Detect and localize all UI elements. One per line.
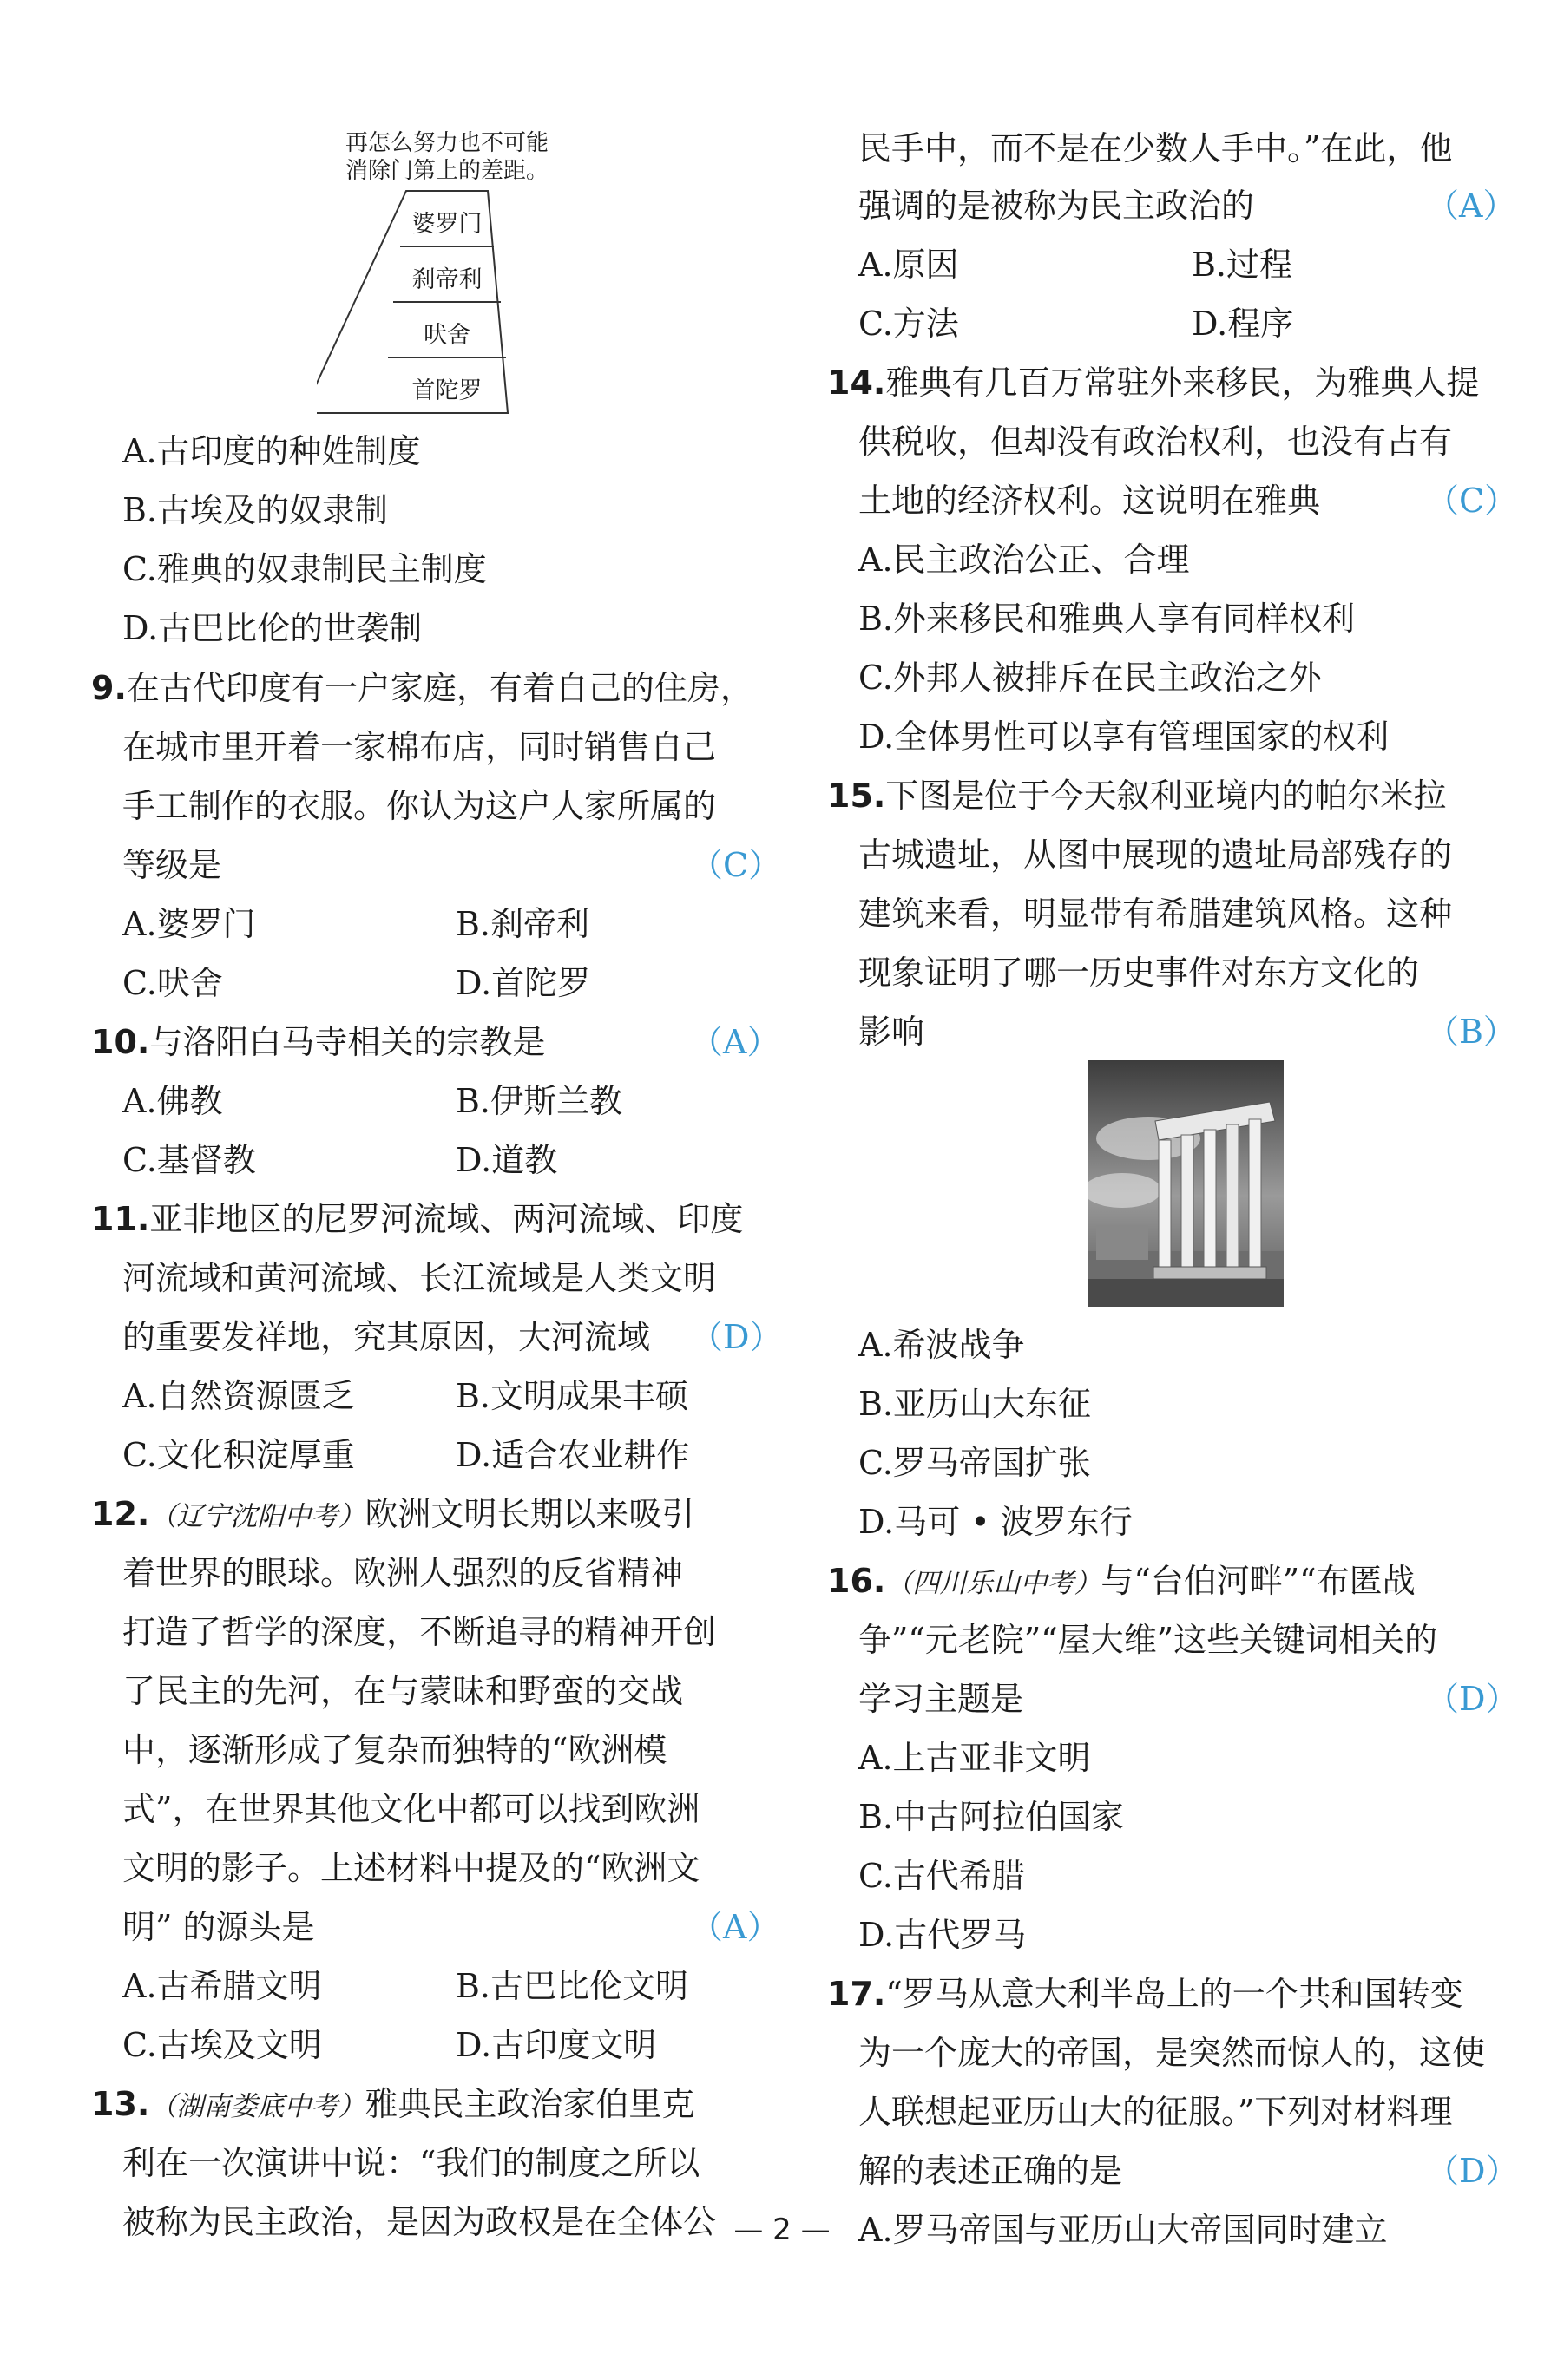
question-text: 影响 [858,1013,925,1051]
option: B.亚历山大东征 [858,1385,1092,1423]
option: C.吠舍 [122,964,223,1002]
option: A.佛教 [122,1082,223,1120]
question-text: 在古代印度有一户家庭，有着自己的住房， [126,669,753,707]
question-source: （湖南娄底中考） [149,2091,365,2122]
question-text: 人联想起亚历山大的征服。”下列对材料理 [858,2093,1453,2131]
question-text: 下图是位于今天叙利亚境内的帕尔米拉 [885,777,1447,815]
pyramid-level: 刹帝利 [411,266,483,293]
option: D.马可 • 波罗东行 [858,1503,1133,1541]
question-14 [827,361,1479,404]
answer-mark: （A） [1426,187,1516,225]
question-text: 打造了哲学的深度，不断追寻的精神开创 [122,1613,717,1651]
question-text: 在城市里开着一家棉布店，同时销售自己 [122,728,717,766]
answer-mark: （A） [690,1023,780,1061]
question-number: 15. [827,777,886,815]
option: C.方法 [858,305,959,343]
option: B.刹帝利 [456,905,590,943]
pyramid-level: 吠舍 [424,322,470,349]
question-11 [91,1197,743,1241]
question-text: 与“台伯河畔”“布匿战 [1101,1562,1416,1600]
option: A.自然资源匮乏 [122,1377,355,1415]
option: C.基督教 [122,1141,256,1179]
question-text: 式”，在世界其他文化中都可以找到欧洲 [122,1790,700,1828]
answer-mark: （D） [1426,2152,1519,2190]
question-text: 被称为民主政治，是因为政权是在全体公 [122,2203,717,2241]
question-source: （辽宁沈阳中考） [149,1501,365,1532]
answer-mark: （C） [690,846,782,884]
question-text: 了民主的先河，在与蒙昧和野蛮的交战 [122,1672,684,1710]
option: D.程序 [1192,305,1294,343]
option: C.雅典的奴隶制民主制度 [122,550,487,588]
question-number: 16. [827,1562,886,1600]
option: A.希波战争 [858,1326,1025,1364]
option: B.古埃及的奴隶制 [122,491,389,529]
question-10 [91,1020,545,1064]
pyramid-level: 婆罗门 [411,211,483,238]
question-text: 雅典民主政治家伯里克 [365,2085,695,2123]
option: C.文化积淀厚重 [122,1436,355,1474]
question-16 [827,1559,1416,1605]
question-text: 民手中，而不是在少数人手中。”在此，他 [858,129,1453,167]
option: C.罗马帝国扩张 [858,1444,1091,1482]
right-column [827,0,1519,2273]
question-number: 14. [827,364,886,402]
option: A.古希腊文明 [122,1967,322,2005]
option: A.原因 [858,246,959,284]
question-text: 文明的影子。上述材料中提及的“欧洲文 [122,1849,700,1887]
question-text: 等级是 [122,846,222,884]
option: B.伊斯兰教 [456,1082,623,1120]
option: B.过程 [1192,246,1293,284]
question-text: 争”“元老院”“屋大维”这些关键词相关的 [858,1621,1438,1659]
question-9 [91,666,753,710]
option: C.外邦人被排斥在民主政治之外 [858,659,1322,697]
option: A.古印度的种姓制度 [122,432,421,470]
question-number: 10. [91,1023,150,1061]
option: C.古埃及文明 [122,2026,322,2064]
question-number: 11. [91,1200,150,1238]
answer-mark: （B） [1426,1013,1516,1051]
question-text: 明” 的源头是 [122,1908,315,1946]
option: D.古印度文明 [456,2026,657,2064]
question-text: 利在一次演讲中说：“我们的制度之所以 [122,2144,700,2182]
option: A.婆罗门 [122,905,256,943]
question-number: 9. [91,669,127,707]
option: A.罗马帝国与亚历山大帝国同时建立 [858,2211,1388,2249]
pyramid-level: 首陀罗 [411,377,483,404]
question-15 [827,774,1446,817]
question-text: 手工制作的衣服。你认为这户人家所属的 [122,787,717,825]
question-text: 古城遗址，从图中展现的遗址局部残存的 [858,836,1453,874]
answer-mark: （A） [690,1908,780,1946]
option: A.上古亚非文明 [858,1739,1091,1777]
option: D.适合农业耕作 [456,1436,690,1474]
option: D.首陀罗 [456,964,591,1002]
question-text: “罗马从意大利半岛上的一个共和国转变 [885,1975,1463,2013]
question-text: 与洛阳白马寺相关的宗教是 [149,1023,546,1061]
option: B.古巴比伦文明 [456,1967,689,2005]
question-text: 着世界的眼球。欧洲人强烈的反省精神 [122,1554,684,1592]
question-text: 强调的是被称为民主政治的 [858,187,1255,225]
question-text: 供税收，但却没有政治权利，也没有占有 [858,423,1453,461]
option: B.中古阿拉伯国家 [858,1798,1125,1836]
question-text: 河流域和黄河流域、长江流域是人类文明 [122,1259,717,1297]
figure-caption: 消除门第上的差距。 [345,158,549,184]
option: B.外来移民和雅典人享有同样权利 [858,600,1356,638]
figure-caption: 再怎么努力也不可能 [345,130,549,156]
question-text: 亚非地区的尼罗河流域、两河流域、印度 [149,1200,744,1238]
question-text: 解的表述正确的是 [858,2152,1123,2190]
answer-mark: （D） [690,1318,783,1356]
question-text: 现象证明了哪一历史事件对东方文化的 [858,954,1420,992]
caste-pyramid-figure [317,130,664,425]
question-text: 土地的经济权利。这说明在雅典 [858,482,1321,520]
answer-mark: （D） [1426,1680,1519,1718]
question-number: 13. [91,2085,150,2123]
page-number: — 2 — [733,2213,831,2247]
question-text: 为一个庞大的帝国，是突然而惊人的，这使 [858,2034,1486,2072]
question-source: （四川乐山中考） [885,1568,1101,1599]
question-number: 12. [91,1495,150,1533]
question-text: 中，逐渐形成了复杂而独特的“欧洲模 [122,1731,667,1769]
question-text: 建筑来看，明显带有希腊建筑风格。这种 [858,895,1453,933]
option: C.古代希腊 [858,1857,1025,1895]
option: B.文明成果丰硕 [456,1377,689,1415]
answer-mark: （C） [1426,482,1518,520]
question-17 [827,1972,1463,2016]
question-text: 的重要发祥地，究其原因，大河流域 [122,1318,651,1356]
question-number: 17. [827,1975,886,2013]
palmyra-ruins-photo [1088,1060,1284,1307]
question-12 [91,1492,694,1538]
left-column [91,0,783,2273]
question-text: 欧洲文明长期以来吸引 [365,1495,695,1533]
question-13 [91,2082,694,2128]
question-text: 雅典有几百万常驻外来移民，为雅典人提 [885,364,1480,402]
option: D.古巴比伦的世袭制 [122,609,423,647]
option: D.全体男性可以享有管理国家的权利 [858,718,1390,756]
option: A.民主政治公正、合理 [858,541,1190,579]
question-text: 学习主题是 [858,1680,1024,1718]
option: D.古代罗马 [858,1916,1027,1954]
option: D.道教 [456,1141,558,1179]
